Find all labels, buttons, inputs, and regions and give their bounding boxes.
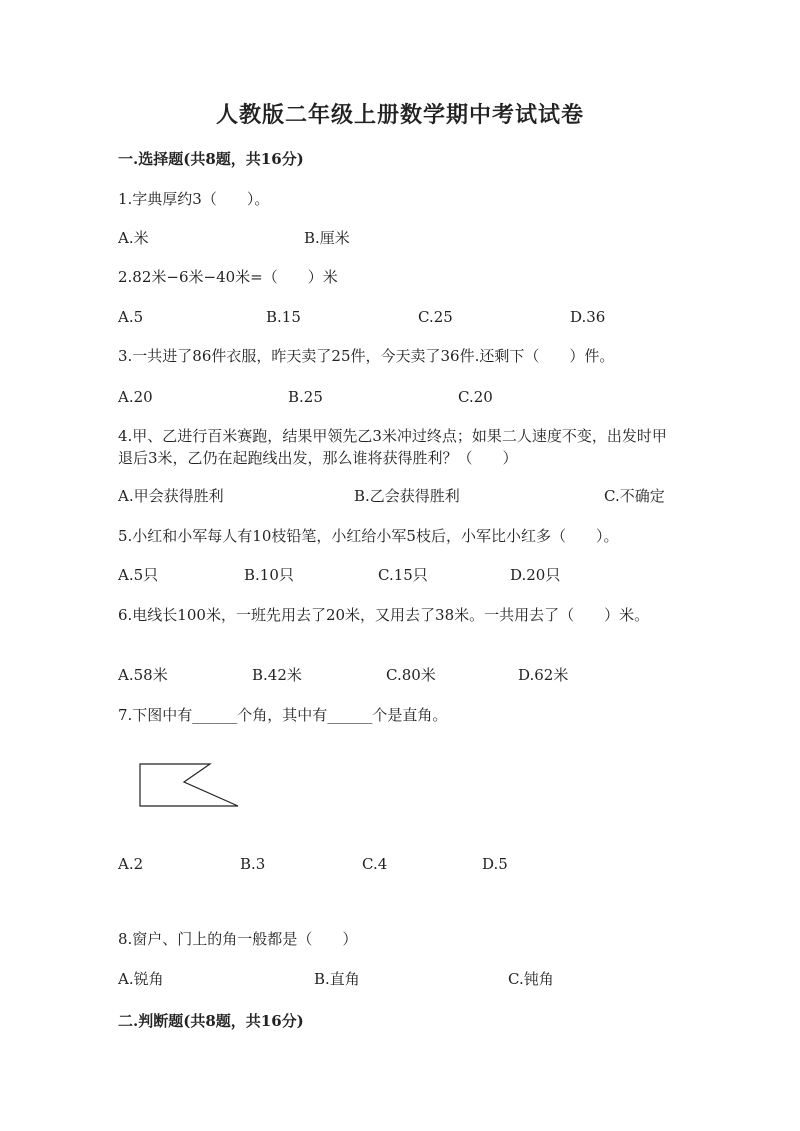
- question-6: 6.电线长100米，一班先用去了20米，又用去了38米。一共用去了（ ）米。: [118, 606, 650, 624]
- section-heading-judgement: 二.判断题(共8题，共16分): [118, 1012, 304, 1030]
- options-8: [118, 968, 678, 990]
- option-7d: D.5: [482, 855, 508, 873]
- option-7b: B.3: [240, 855, 266, 873]
- page-title: 人教版二年级上册数学期中考试试卷: [215, 102, 584, 128]
- figure-outline: [140, 764, 238, 806]
- question-4: 4.甲、乙进行百米赛跑，结果甲领先乙3米冲过终点；如果二人速度不变，出发时甲退后3米，乙仍在起跑线出发，那么谁将获得胜利？（ ）: [118, 427, 667, 467]
- question-2: 2.82米−6米−40米=（ ）米: [118, 268, 338, 286]
- option-8c: C.钝角: [508, 970, 554, 988]
- options-7: [118, 853, 678, 875]
- option-1a: A.米: [118, 229, 149, 247]
- question-8: 8.窗户、门上的角一般都是（ ）: [118, 930, 358, 948]
- options-2: [118, 306, 678, 328]
- option-7c: C.4: [362, 855, 388, 873]
- question-5: 5.小红和小军每人有10枝铅笔，小红给小军5枝后，小军比小红多（ ）。: [118, 527, 619, 545]
- option-2a: A.5: [118, 308, 144, 326]
- option-2b: B.15: [266, 308, 301, 326]
- option-4c: C.不确定: [604, 487, 665, 505]
- option-7a: A.2: [118, 855, 144, 873]
- options-1: [118, 227, 678, 249]
- option-6d: D.62米: [518, 666, 569, 684]
- option-8a: A.锐角: [118, 970, 164, 988]
- question-7: 7.下图中有______个角，其中有______个是直角。: [118, 706, 448, 724]
- option-6b: B.42米: [252, 666, 302, 684]
- option-2c: C.25: [418, 308, 453, 326]
- question-1: 1.字典厚约3（ ）。: [118, 190, 270, 208]
- option-1b: B.厘米: [304, 229, 350, 247]
- option-5d: D.20只: [510, 566, 561, 584]
- option-3b: B.25: [288, 388, 323, 406]
- angle-figure: [138, 762, 242, 810]
- option-6c: C.80米: [386, 666, 436, 684]
- options-5: [118, 564, 678, 586]
- option-5a: A.5只: [118, 566, 159, 584]
- option-8b: B.直角: [314, 970, 360, 988]
- options-4: [118, 485, 678, 507]
- option-4a: A.甲会获得胜利: [118, 487, 224, 505]
- question-3: 3.一共进了86件衣服，昨天卖了25件，今天卖了36件.还剩下（ ）件。: [118, 347, 615, 365]
- option-5c: C.15只: [378, 566, 428, 584]
- option-4b: B.乙会获得胜利: [354, 487, 460, 505]
- section-heading-choice: 一.选择题(共8题，共16分): [118, 150, 304, 168]
- option-3c: C.20: [458, 388, 493, 406]
- option-3a: A.20: [118, 388, 153, 406]
- options-3: [118, 386, 678, 408]
- options-6: [118, 664, 678, 686]
- option-6a: A.58米: [118, 666, 168, 684]
- option-2d: D.36: [570, 308, 606, 326]
- option-5b: B.10只: [244, 566, 294, 584]
